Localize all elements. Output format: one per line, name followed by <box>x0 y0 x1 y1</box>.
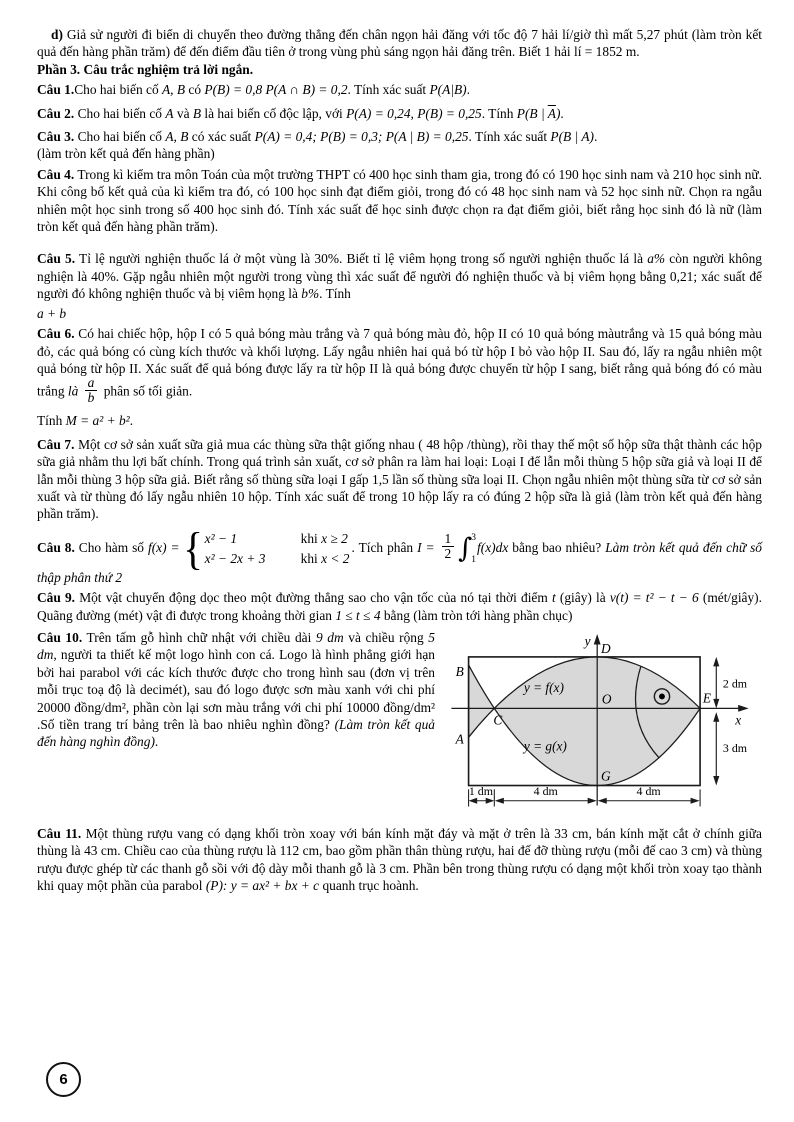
math-run: P(A) = 0,24, P(B) = 0,25 <box>346 105 482 121</box>
text-run: có xác suất <box>188 129 255 145</box>
label-f-curve: y = f(x) <box>523 680 564 696</box>
math-run: f(x) = <box>147 539 180 555</box>
text-run: (mét/giây). Quãng đường (mét) vật đi được trong khoảng thời gian <box>37 590 762 623</box>
fish-shape <box>469 657 700 786</box>
curly-brace: { <box>182 522 203 574</box>
text-run: . Tính <box>319 286 351 302</box>
q9-label: Câu 9. <box>37 590 76 606</box>
text-run: Cho hai biến cố <box>74 105 166 121</box>
x-axis-arrowhead <box>738 705 748 712</box>
math-run: P(A|B) <box>429 82 467 98</box>
text-run: Một cơ sở sản xuất sữa giả mua các thùng sữa thật giống nhau ( 48 hộp /thùng), rồi thay thế một số hộp sữa thật thành các hộp sữa giả nhằm thu lợi bất chính. Trong quá trình sản xuất, cơ sở phân ra làm hai loại: Loại I để lẫn mỗi thùng 5 hộp sữa giả và loại II để lẫn mỗi thùng 3 hộp sữa giả. Biết rằng số thùng sữa loại I gấp 1,5 lần số thùng sữa loại II. Chọn ngẫu nhiên một thùng sữa từ cơ sở sản xuất và từ thùng đó lấy ngẫu nhiên 10 hộp. Tính xác suất để trong 10 hộp lấy ra có đúng 2 hộp sữa là giả (làm tròn kết quả đến hàng phần trăm). <box>37 436 762 522</box>
page-number: 6 <box>59 1070 68 1088</box>
text-run: Trong kì kiểm tra môn Toán của một trường THPT có 400 học sinh tham gia, trong đó có 190 học sinh nam và 210 học sinh nữ. Khi công bố kết quả của kì kiểm tra đó, có 100 học sinh đạt điểm giỏi, trong đó có 48 học sinh nam và 52 học sinh nữ. Chọn ra ngẫu nhiên một học sinh trong số 400 học sinh đó. Tính xác suất để học sinh được chọn ra đạt điểm giỏi, biết rằng học sinh đó là nữ (làm tròn kết quả đến hàng phần trăm). <box>37 166 762 235</box>
text-run: . Tính <box>481 105 517 121</box>
fish-logo-figure <box>435 629 762 819</box>
fraction-numerator: 1 <box>442 532 455 547</box>
upper-limit: 3 <box>471 532 477 543</box>
q3-label: Câu 3. <box>37 129 75 145</box>
q7-label: Câu 7. <box>37 436 75 452</box>
case-expression: x² − 2x + 3 <box>204 550 266 566</box>
question-11 <box>37 825 762 895</box>
text-run: bằng bao nhiêu? <box>508 539 606 555</box>
case-condition <box>301 550 350 567</box>
question-4 <box>37 166 762 236</box>
math-run <box>516 105 564 121</box>
dim-1dm: 1 dm <box>468 784 494 799</box>
text-run: , người ta thiết kế một logo hình con cá. Logo là hình phẳng giới hạn bởi hai parabol với các kích thước được cho trong hình sau (đơn vị trên mỗi trục toạ độ là decimét), sau đó logo được sơn màu xanh với chi phí 20000 đồng/dm², phần còn lại sơn màu trắng với chi phí 10000 đồng/dm² .Số tiền trang trí bảng trên là bao nhiêu nghìn đồng? <box>37 647 435 732</box>
math-run: A, B <box>161 82 186 98</box>
math-run: P(A) = 0,4; P(B) = 0,3; P(A | B) = 0,25 <box>254 129 469 145</box>
bottom-dimension-arrows <box>469 789 700 806</box>
math-run: (P): y = ax² + bx + c <box>205 878 320 894</box>
dim-3dm: 3 dm <box>722 741 748 756</box>
text-run: . <box>594 129 598 145</box>
y-axis-arrowhead <box>594 634 601 644</box>
text-run: Cho hàm số <box>74 539 148 555</box>
text-run: và chiều rộng <box>343 629 429 645</box>
integral-sign: ∫ <box>458 532 473 564</box>
fraction-denominator: b <box>87 390 95 406</box>
math-run: f(x)dx <box>477 539 509 555</box>
math-run: v(t) = t² − t − 6 <box>609 590 699 606</box>
piecewise-row <box>205 550 350 567</box>
math-run: B <box>192 105 202 121</box>
math-run: I = <box>417 539 435 555</box>
label-C: C <box>493 712 503 728</box>
text-run: Tỉ lệ người nghiện thuốc lá ở một vùng là 30%. Biết tỉ lệ viêm họng trong số người nghiện thuốc lá là <box>75 251 648 267</box>
question-3-note: (làm tròn kết quả đến hàng phần) <box>37 146 215 162</box>
question-10-row <box>37 629 762 819</box>
math-run: P(B | A) <box>550 129 595 145</box>
q6-label: Câu 6. <box>37 326 75 342</box>
math-run: x ≥ 2 <box>321 531 348 547</box>
math-run: P(B | <box>516 105 548 121</box>
label-x-axis: x <box>735 712 742 728</box>
fraction-one-half <box>442 532 455 561</box>
label-D: D <box>601 641 611 657</box>
text-run: Cho hai biến cố <box>74 129 166 145</box>
eye-pupil <box>659 693 665 699</box>
label-E: E <box>702 690 712 706</box>
case-expression: x² − 1 <box>204 531 238 547</box>
dim-4dm-left: 4 dm <box>533 784 558 799</box>
math-run: a% <box>647 251 666 267</box>
math-run: A, B <box>165 129 189 145</box>
math-run: 1 ≤ t ≤ 4 <box>335 607 381 623</box>
label-g-curve: y = g(x) <box>523 738 567 754</box>
math-run: là <box>67 383 79 399</box>
text-run: là hai biến cố độc lập, với <box>201 105 347 121</box>
question-5 <box>37 250 762 302</box>
question-1 <box>37 81 762 98</box>
q10-label: Câu 10. <box>37 629 83 645</box>
italic-note: (Làm tròn kết quả đến hàng nghìn đồng) <box>37 717 435 750</box>
fraction-a-over-b <box>85 376 98 405</box>
text-run: quanh trục hoành. <box>319 878 419 894</box>
label-y-axis: y <box>584 633 591 649</box>
text-run: . <box>154 734 159 750</box>
math-run: A <box>165 105 174 121</box>
fish-logo-svg <box>440 632 762 819</box>
text-run: (giây) là <box>555 590 610 606</box>
text-run: Một vật chuyển động dọc theo một đường thẳng sao cho vận tốc của nó tại thời điểm <box>75 590 552 606</box>
text-run: khi <box>300 531 322 547</box>
text-run: và <box>173 105 193 121</box>
question-6 <box>37 325 762 408</box>
case-condition <box>301 530 348 547</box>
question-2 <box>37 105 762 122</box>
label-G: G <box>601 768 611 784</box>
question-3 <box>37 128 762 145</box>
dim-4dm-right: 4 dm <box>636 784 661 799</box>
page-number-badge <box>46 1062 81 1097</box>
paragraph-d <box>37 26 762 61</box>
math-run: P(B) = 0,8 P(A ∩ B) = 0,2 <box>204 82 348 98</box>
math-run: ) <box>555 105 561 121</box>
text-run: . Tích phân <box>351 539 418 555</box>
text-run: bằng (làm tròn tới hàng phần chục) <box>380 607 573 623</box>
q4-label: Câu 4. <box>37 166 75 182</box>
question-6-compute-line <box>37 412 762 429</box>
text-run: còn người không nghiện là 40%. Gặp ngẫu nhiên một người trong vùng thì xác suất để người đó nghiện thuốc và bị viêm họng bằng 0,21; xác suất để người đó không nghiện thuốc và bị viêm họng là <box>37 251 762 302</box>
q8-label: Câu 8. <box>37 539 75 555</box>
text-run: Cho hai biến cố <box>74 82 162 98</box>
part3-heading: Phần 3. Câu trắc nghiệm trả lời ngắn. <box>37 61 254 77</box>
math-run: t <box>551 590 556 606</box>
q2-label: Câu 2. <box>37 105 75 121</box>
d-label: d) <box>51 27 63 42</box>
label-A: A <box>455 731 464 747</box>
piecewise-row <box>205 530 350 547</box>
lower-limit: 1 <box>471 554 477 565</box>
label-O: O <box>601 691 612 707</box>
question-5-answer-expr: a + b <box>37 305 67 321</box>
piecewise-rows <box>205 530 350 567</box>
q1-label: Câu 1. <box>37 82 75 98</box>
label-B: B <box>455 663 464 679</box>
text-run: phân số tối giản. <box>100 383 193 399</box>
right-dimension-arrows <box>713 657 719 786</box>
math-run: 5 dm <box>37 629 435 663</box>
italic-note: Làm tròn kết quả đến chữ số thập phân thứ 2 <box>37 539 762 585</box>
text-run: Một thùng rượu vang có dạng khối tròn xoay với bán kính mặt đáy và mặt ở trên là 33 cm, bán kính mặt cắt ở chính giữa thùng là 43 cm. Chiều cao của thùng rượu là 112 cm, bao gồm phần thân thùng rượu, hai đế đỡ thùng rượu (mỗi đế cao 3 cm) và thùng rượu được ghép từ các thanh gỗ sồi với độ dày mỗi thanh gỗ là 3 cm. Phần bên trong thùng rượu có dạng một khối tròn xoay tạo thành khi quay một phần của parabol <box>37 825 762 894</box>
text-run: . Tính xác suất <box>468 129 551 145</box>
fraction-denominator: 2 <box>444 546 452 562</box>
integral-limits <box>471 533 476 565</box>
text-run: . <box>466 82 470 98</box>
question-10 <box>37 629 435 751</box>
fraction-numerator: a <box>85 376 98 391</box>
text-run: khi <box>300 550 322 566</box>
text-run: . Tính xác suất <box>347 82 430 98</box>
text-run: Có hai chiếc hộp, hộp I có 5 quả bóng màu trắng và 7 quả bóng màu đỏ, hộp II có 10 quả bóng màutrắng và 15 quả bóng màu đỏ, các quả bóng có cùng kích thước và khối lượng. Lấy ngẫu nhiên hai quả bó từ hộp I bỏ vào hộp II. Sau đó, lấy ra ngẫu nhiên một quả bóng từ hộp II. Xác suất để quả bóng được lấy ra từ hộp II là quả bóng được chuyển từ hộp I sang, biết rằng quả bóng đó có màu trắng <box>37 326 762 399</box>
piecewise-function <box>182 522 350 574</box>
math-run: M = a² + b² <box>65 413 130 429</box>
overline-A: $\overline{A}$ <box>547 105 556 121</box>
d-text: Giả sử người đi biển di chuyển theo đường thẳng đến chân ngọn hải đăng với tốc độ 7 hải lí/giờ thì mất 5,27 phút (làm tròn kết quả đến hàng phần trăm) để đến điểm đầu tiên ở trong vùng phủ sáng ngọn hải đăng trên. Biết 1 hải lí = 1852 m. <box>37 27 762 60</box>
integral <box>458 533 477 565</box>
text-run: có <box>185 82 205 98</box>
text-run: Tính <box>37 413 66 429</box>
q5-label: Câu 5. <box>37 251 76 267</box>
math-run: x < 2 <box>321 550 350 566</box>
question-9 <box>37 589 762 624</box>
q11-label: Câu 11. <box>37 825 82 841</box>
math-run: 9 dm <box>315 629 344 645</box>
dim-2dm: 2 dm <box>722 676 748 691</box>
text-run: Trên tấm gỗ hình chữ nhật với chiều dài <box>82 629 316 645</box>
question-8 <box>37 522 762 586</box>
text-run: . <box>129 413 134 429</box>
question-7 <box>37 436 762 523</box>
text-run: . <box>560 105 564 121</box>
math-run: b% <box>301 286 320 302</box>
